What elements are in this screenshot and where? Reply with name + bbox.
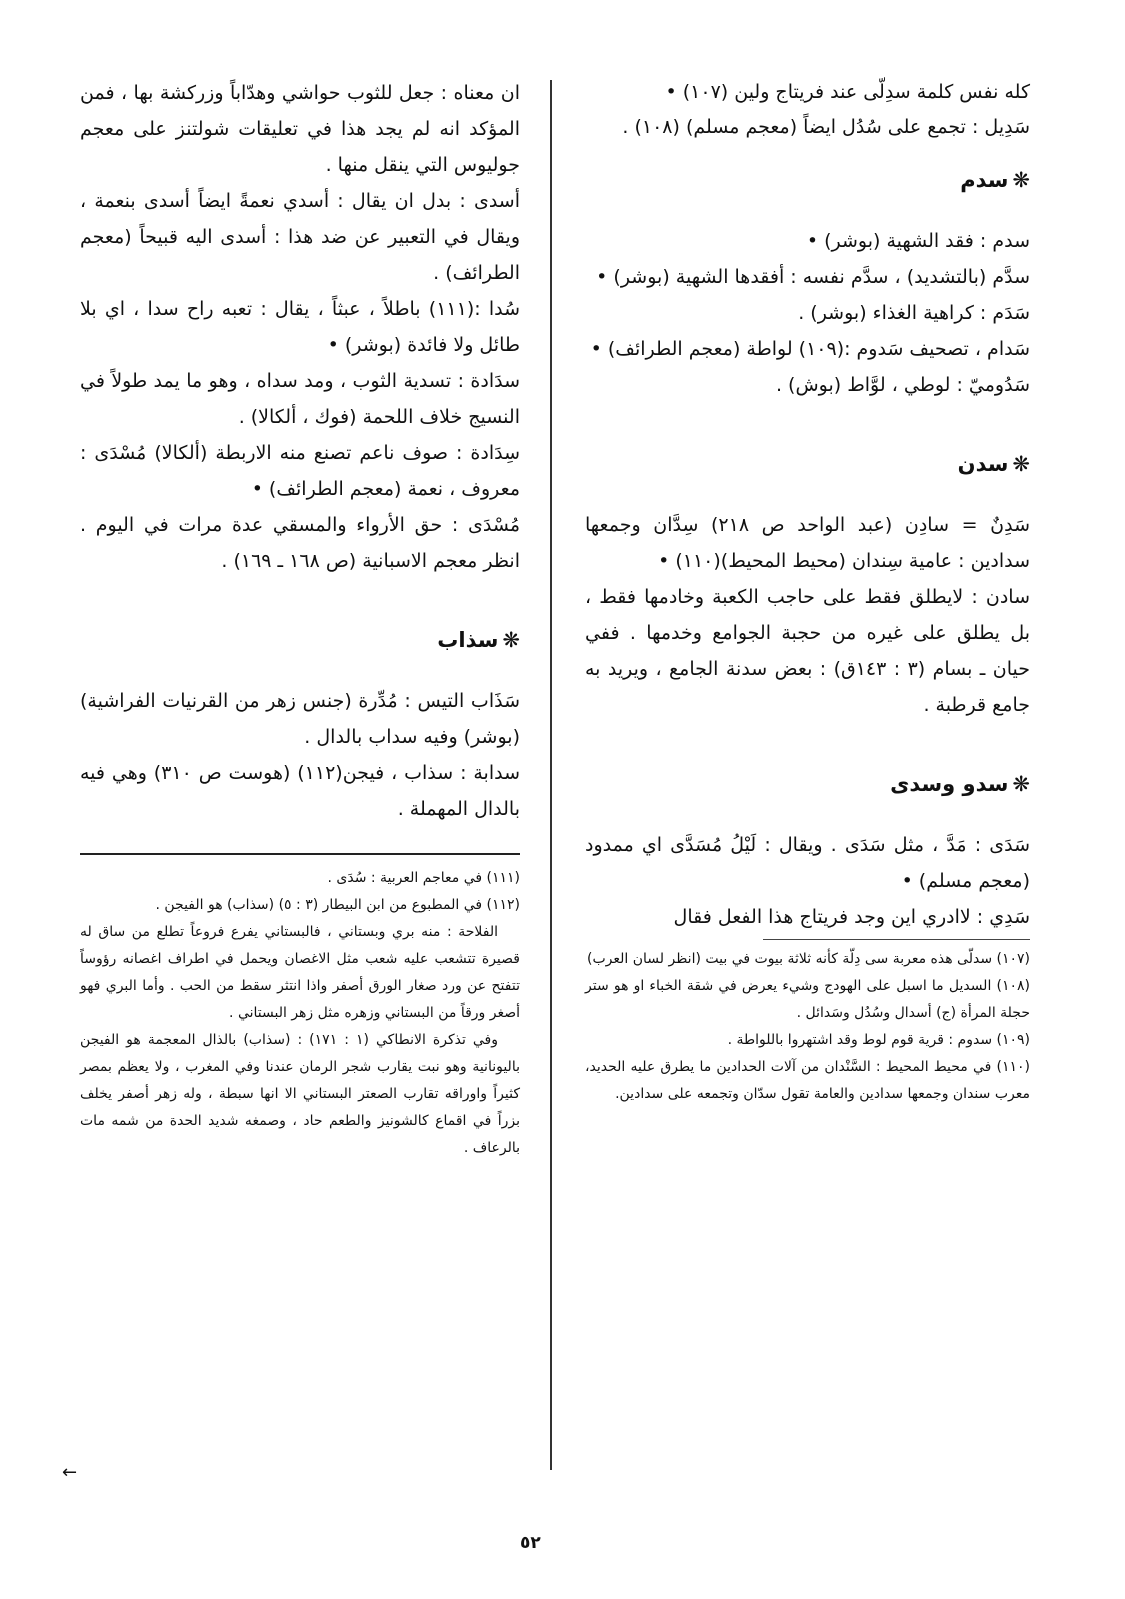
footnote: (١١١) في معاجم العربية : سُدَى . (327, 870, 520, 886)
dictionary-entry: سادن : لايطلق فقط على حاجب الكعبة وخادمها فقط ، بل يطلق على غيره من حجبة الجوامع وخدمها . ففي حيان ـ بسام (٣ : ١٤٣ق) : بعض سدنة الجامع ، ويريد به جامع قرطبة . (585, 586, 1030, 716)
continue-arrow-icon: ← (62, 1462, 78, 1483)
footnote-divider (763, 939, 1030, 940)
footnote: (١٠٧) سدلّى هذه معربة سى دِلّة كأنه ثلاثة بيوت في بيت (انظر لسان العرب) (587, 951, 1030, 967)
dictionary-entry: سَدِي : لاادري اين وجد فريتاج هذا الفعل فقال (673, 906, 1030, 928)
dictionary-entry: سَدِنٌ = سادِن (عبد الواحد ص ٢١٨) سِدَّان وجمعها سدادين : عامية سِندان (محيط المحيط)(١١٠) • (585, 514, 1031, 572)
dictionary-entry: سدم : فقد الشهية (بوشر) • (806, 230, 1030, 252)
left-column (80, 75, 520, 1162)
intro-line: سَدِيل : تجمع على سُدُل ايضاً (معجم مسلم) (١٠٨) . (622, 116, 1030, 138)
section-heading: ❋سدم (960, 168, 1030, 192)
dictionary-entry: سَدَى : مَدَّ ، مثل سَدَى . ويقال : لَيْلُ مُسَدَّى اي ممدود (معجم مسلم) • (585, 834, 1030, 892)
section-heading: ❋سذاب (437, 628, 520, 652)
intro-line: كله نفس كلمة سدِلّى عند فريتاج ولين (١٠٧) • (665, 81, 1030, 103)
footnote: (١١٠) في محيط المحيط : السَّنْدان من آلات الحدادين ما يطرق عليه الحديد، معرب سندان وجمعها سدادين والعامة تقول سدّان وتجمعه على سدادين. (585, 1059, 1030, 1102)
dictionary-entry: ان معناه : جعل للثوب حواشي وهدّاباً وزركشة بها ، فمن المؤكد انه لم يجد هذا في تعليقات شولتنز على معجم جوليوس التي ينقل منها . (80, 82, 520, 176)
dictionary-entry: مُسْدَى : حق الأرواء والمسقي عدة مرات في اليوم . انظر معجم الاسبانية (ص ١٦٨ ـ ١٦٩) . (80, 514, 520, 572)
page-number: ٥٢ (520, 1533, 541, 1553)
footnote: (١١٢) في المطبوع من ابن البيطار (٣ : ٥) (سذاب) هو الفيجن . (155, 897, 520, 913)
section-heading: ❋سدو وسدى (890, 772, 1030, 796)
dictionary-entry: سَدُوميّ : لوطي ، لوَّاط (بوش) . (775, 374, 1030, 396)
section-heading: ❋سدن (957, 452, 1030, 476)
footnote: (١٠٩) سدوم : قرية قوم لوط وقد اشتهروا باللواطة . (727, 1032, 1030, 1048)
dictionary-entry: سدابة : سذاب ، فيجن(١١٢) (هوست ص ٣١٠) وهي فيه بالدال المهملة . (80, 762, 520, 820)
dictionary-entry: أسدى : بدل ان يقال : أسدي نعمةً ايضاً أسدى بنعمة ، ويقال في التعبير عن ضد هذا : أسدى اليه قبيحاً (معجم الطرائف) . (80, 190, 520, 284)
dictionary-entry: سَذَاب التيس : مُدِّرة (جنس زهر من القرنيات الفراشية) (بوشر) وفيه سداب بالدال . (80, 690, 520, 748)
dictionary-entry: سدَّم (بالتشديد) ، سدَّم نفسه : أفقدها الشهية (بوشر) • (596, 266, 1030, 288)
dictionary-entry: سَدام ، تصحيف سَدوم :(١٠٩) لواطة (معجم الطرائف) • (590, 338, 1030, 360)
dictionary-entry: سُدا :(١١١) باطلاً ، عبثاً ، يقال : تعبه راح سدا ، اي بلا طائل ولا فائدة (بوشر) • (80, 298, 520, 356)
dictionary-entry: سدَادة : تسدية الثوب ، ومد سداه ، وهو ما يمد طولاً في النسيج خلاف اللحمة (فوك ، ألكالا) . (80, 370, 520, 428)
dictionary-entry: سِدَادة : صوف ناعم تصنع منه الاربطة (ألكالا) مُسْدَى : معروف ، نعمة (معجم الطرائف) • (80, 442, 520, 500)
footnote: (١٠٨) السديل ما اسبل على الهودج وشيء يعرض في شقة الخباء او هو ستر حجلة المرأة (ج) أسدال وسُدُل وسَدائل . (585, 978, 1030, 1021)
column-divider (550, 80, 552, 1470)
footnote: وفي تذكرة الانطاكي (١ : ١٧١) : (سذاب) بالذال المعجمة هو الفيجن باليونانية وهو نبت يقارب شجر الرمان عندنا وفي المغرب ، ولا يعظم بمصر كثيراً واوراقه تقارب الصعتر البستاني الا انها سبطة ، وله زهر أصفر يخلف بزراً في اقماع كالشونيز والطعم حاد ، وصمغه شديد الحدة من شمه مات بالرعاف . (80, 1032, 520, 1156)
footnote-divider (80, 853, 520, 855)
right-column (585, 75, 1030, 1108)
footnote: الفلاحة : منه بري وبستاني ، فالبستاني يفرع فروعاً تطلع من ساق له قصيرة تتشعب عليه شعب مثل الاغصان ويحمل في اطراف اغصانه رؤوساً تتفتح عن ورد صغار الورق أصفر واذا انتثر سقط من الحب . وأما البري فهو أصغر ورقاً من البستاني وزهره مثل زهر البستاني . (80, 924, 520, 1021)
dictionary-entry: سَدَم : كراهية الغذاء (بوشر) . (798, 302, 1030, 324)
